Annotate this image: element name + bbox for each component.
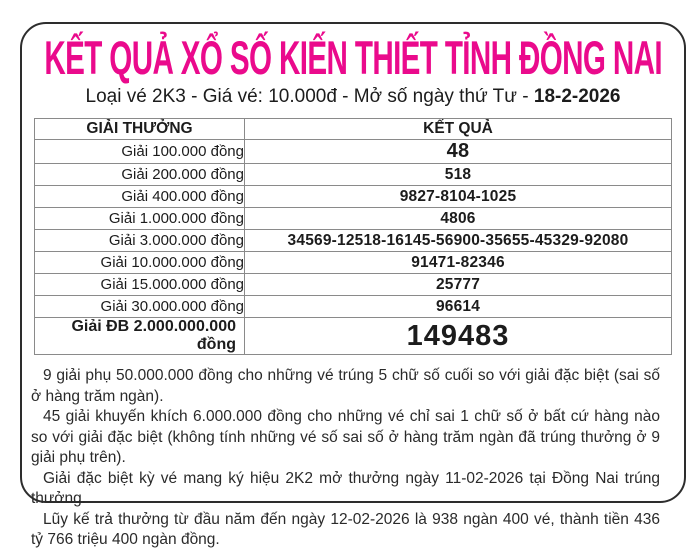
prize-result: 4806 [245, 208, 672, 230]
prize-result: 518 [245, 164, 672, 186]
special-prize-result: 149483 [245, 318, 672, 355]
prize-result: 9827-8104-1025 [245, 186, 672, 208]
prize-label: Giải 100.000 đồng [35, 140, 245, 164]
prize-label: Giải 30.000.000 đồng [35, 296, 245, 318]
page-title: KẾT QUẢ XỔ SỐ KIẾN THIẾT TỈNH ĐỒNG NAI [44, 31, 662, 85]
note-consolation-prizes: 9 giải phụ 50.000.000 đồng cho những vé trúng 5 chữ số cuối so với giải đặc biệt (sai số ở hàng trăm ngàn). [31, 367, 660, 405]
prize-label: Giải 200.000 đồng [35, 164, 245, 186]
results-table [34, 118, 672, 355]
note-encouragement-prizes: 45 giải khuyến khích 6.000.000 đồng cho những vé chỉ sai 1 chữ số ở bất cứ hàng nào so với giải đặc biệt (không tính những vé số sai số ở hàng trăm ngàn đã trúng thưởng ở 9 giải phụ trên). [31, 408, 660, 466]
table-row [35, 140, 672, 164]
notes-section [31, 366, 660, 551]
table-row [35, 186, 672, 208]
special-prize-row [35, 318, 672, 355]
note-previous-draw: Giải đặc biệt kỳ vé mang ký hiệu 2K2 mở thưởng ngày 11-02-2026 tại Đồng Nai trúng thưởng. [31, 469, 660, 507]
column-header-prize: GIẢI THƯỞNG [35, 119, 245, 140]
prize-label: Giải 15.000.000 đồng [35, 274, 245, 296]
table-row [35, 252, 672, 274]
table-row [35, 164, 672, 186]
prize-result: 48 [245, 140, 672, 164]
table-header-row [35, 119, 672, 140]
table-row [35, 230, 672, 252]
prize-result: 96614 [245, 296, 672, 318]
ticket-info-line [22, 86, 684, 108]
prize-result: 34569-12518-16145-56900-35655-45329-92080 [245, 230, 672, 252]
prize-result: 91471-82346 [245, 252, 672, 274]
table-row [35, 274, 672, 296]
draw-date: 18-2-2026 [533, 86, 621, 107]
page-title-wrap [22, 31, 684, 85]
prize-label: Giải 3.000.000 đồng [35, 230, 245, 252]
prize-result: 25777 [245, 274, 672, 296]
ticket-info-text: Loại vé 2K3 - Giá vé: 10.000đ - Mở số ngày thứ Tư - [85, 86, 534, 107]
note-cumulative-payout: Lũy kế trả thưởng từ đầu năm đến ngày 12-02-2026 là 938 ngàn 400 vé, thành tiền 436 tỷ 766 triệu 400 ngàn đồng. [31, 510, 660, 548]
column-header-result: KẾT QUẢ [245, 119, 672, 140]
prize-label: Giải 400.000 đồng [35, 186, 245, 208]
prize-label: Giải 1.000.000 đồng [35, 208, 245, 230]
lottery-result-card [20, 22, 686, 548]
special-prize-label: Giải ĐB 2.000.000.000 đồng [35, 318, 245, 355]
prize-label: Giải 10.000.000 đồng [35, 252, 245, 274]
table-row [35, 296, 672, 318]
table-row [35, 208, 672, 230]
